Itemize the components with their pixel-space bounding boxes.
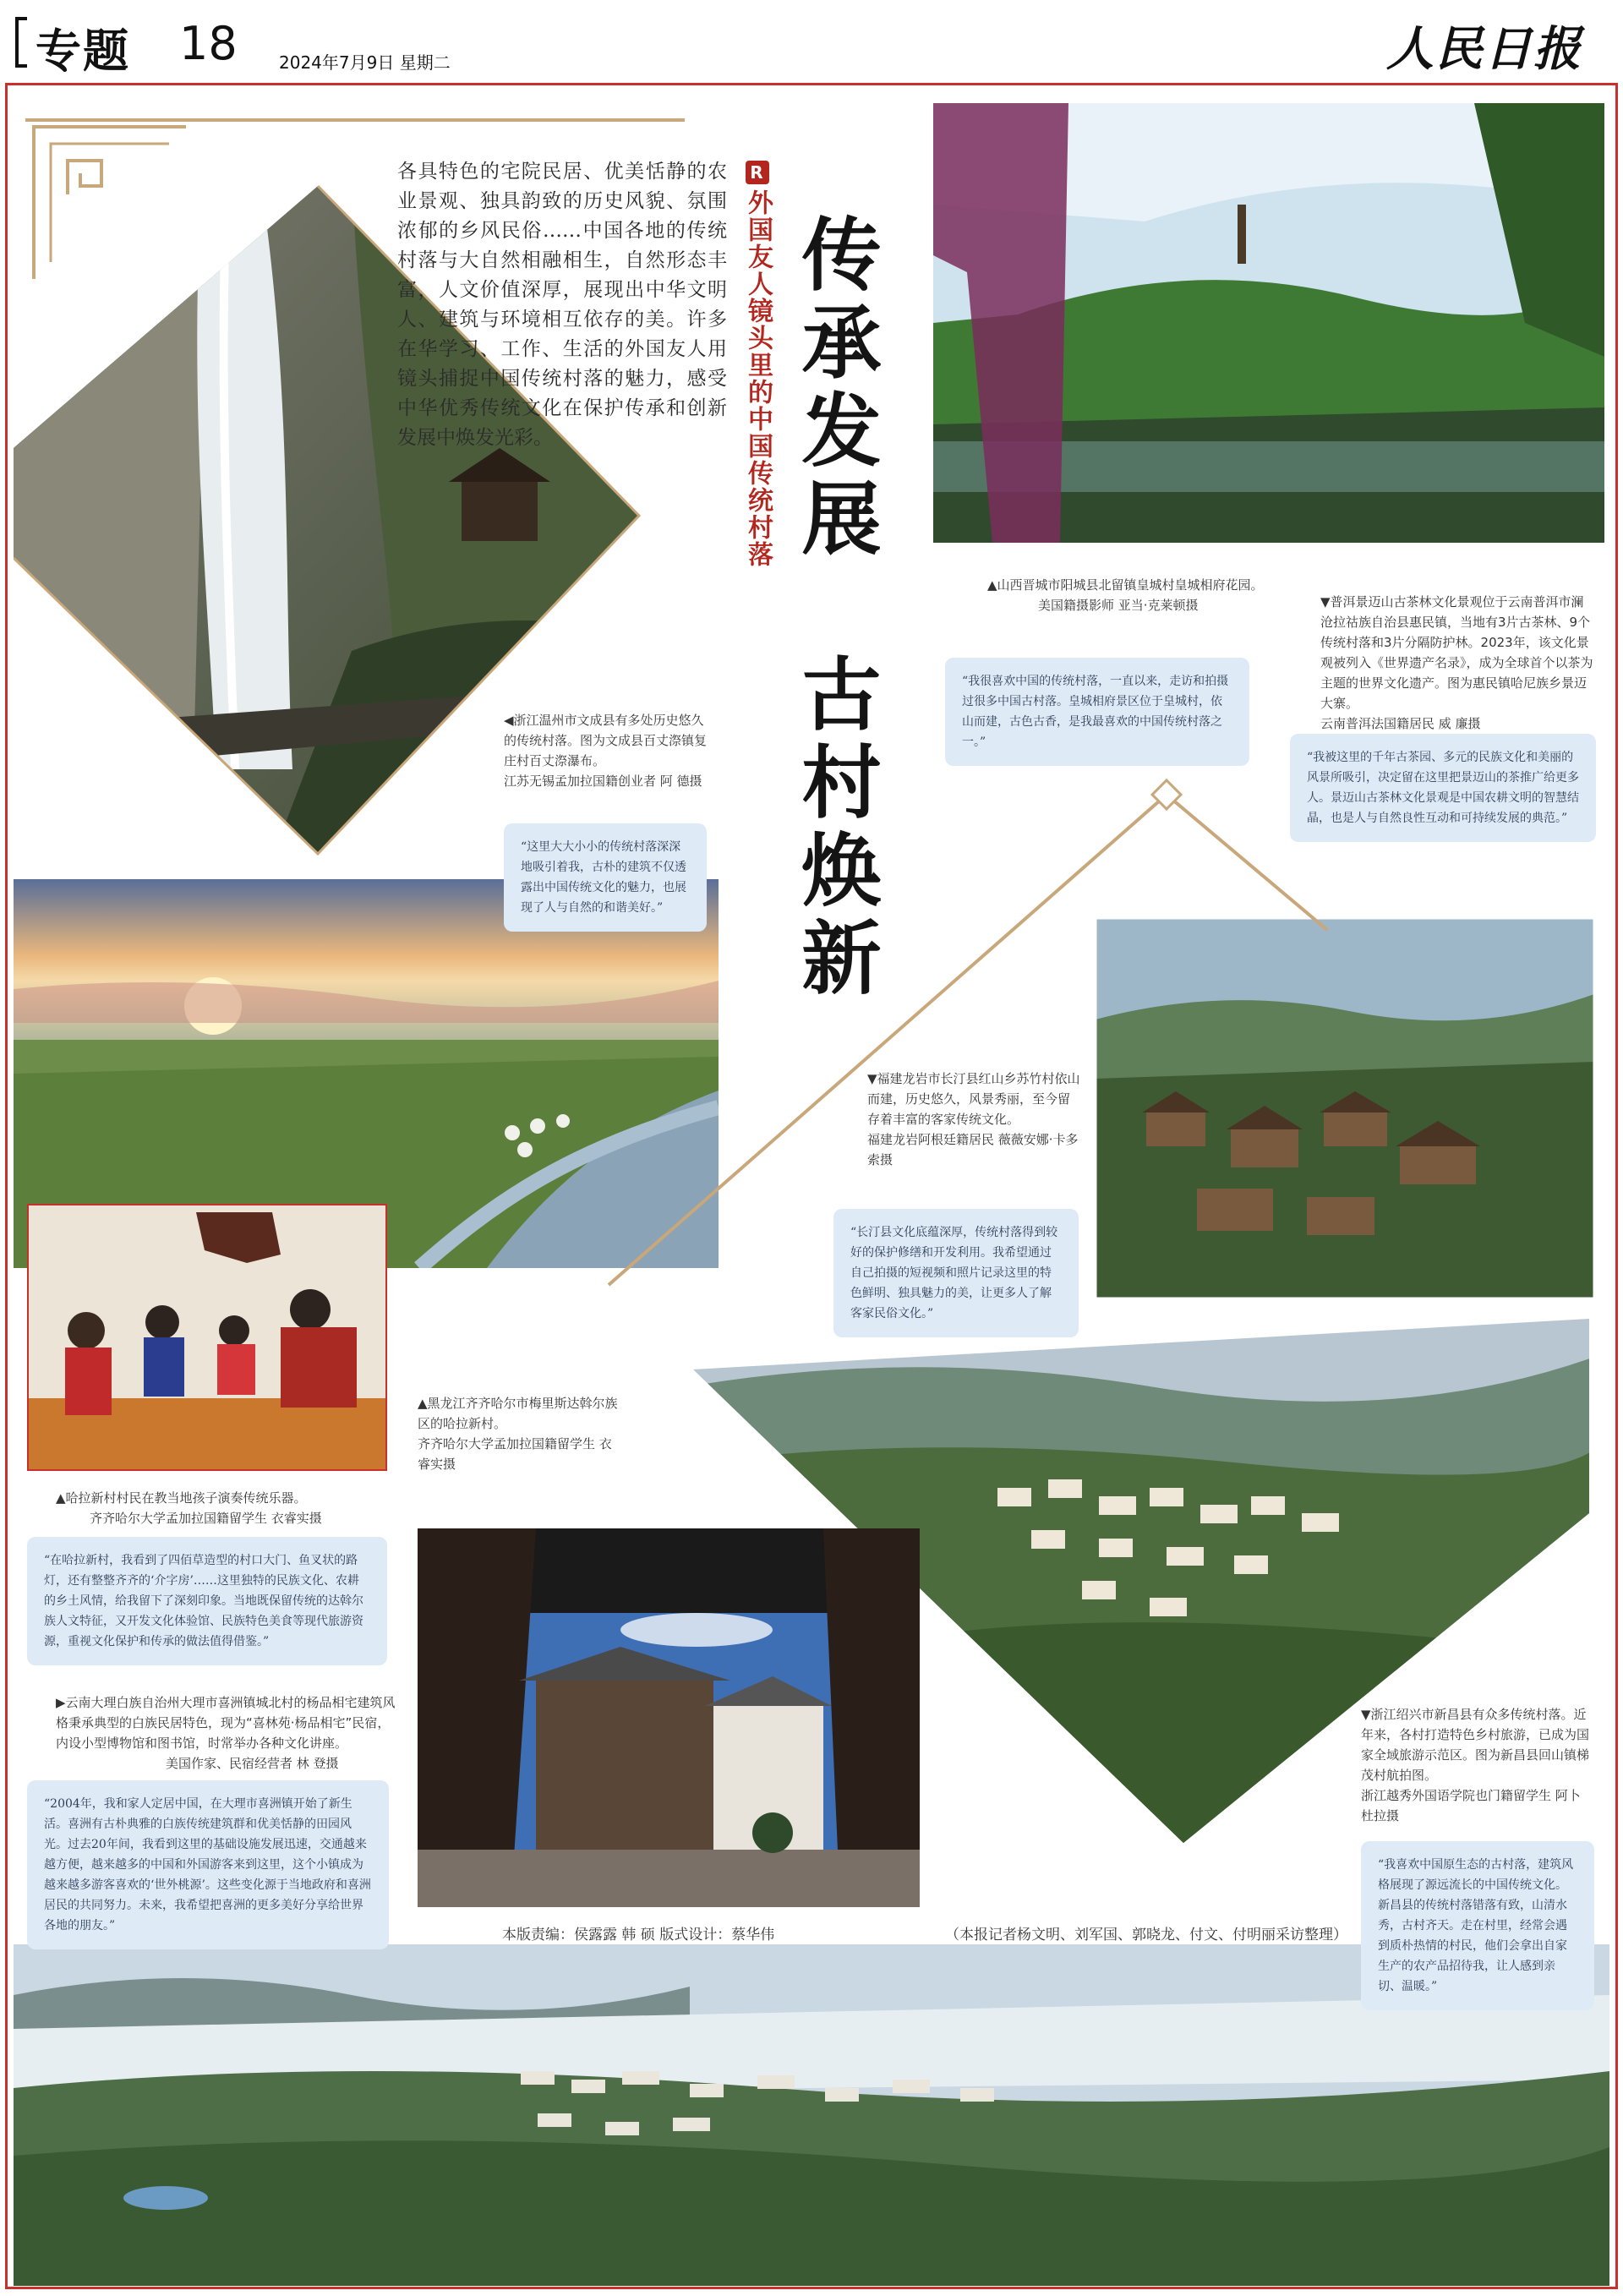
caption-text: ▼普洱景迈山古茶林文化景观位于云南普洱市澜沧拉祜族自治县惠民镇，当地有3片古茶林、9个传统村落和3片分隔防护林。2023年，该文化景观被列入《世界遗产名录》，成为全球首个以茶为主题的世界文化遗产。图为惠民镇哈尼族乡景迈大寨。: [1320, 594, 1593, 711]
garden-pavilion-photo: [933, 103, 1604, 543]
subtitle-text: 外国友人镜头里的中国传统村落: [743, 189, 773, 568]
newspaper-logo: 人民日报: [1386, 21, 1582, 77]
subtitle-mark: R: [746, 161, 769, 184]
caption-text: ▲山西晋城市阳城县北留镇皇城村皇城相府花园。: [987, 577, 1264, 593]
quote-wenzhou: “这里大大小小的传统村落深深地吸引着我，古朴的建筑不仅透露出中国传统文化的魅力，也展现了人与自然的和谐美好。”: [504, 823, 707, 932]
caption-wenzhou: [504, 710, 707, 791]
caption-credit: 齐齐哈尔大学孟加拉国籍留学生 衣睿实摄: [418, 1436, 612, 1472]
musicians-photo: [27, 1204, 387, 1471]
caption-shanxi: [987, 575, 1266, 615]
intro-paragraph: 各具特色的宅院民居、优美恬静的农业景观、独具韵致的历史风貌、氛围浓郁的乡风民俗……中国各地的传统村落与大自然相融相生，自然形态丰富，人文价值深厚，展现出中华文明人、建筑与环境相互依存的美。许多在华学习、工作、生活的外国友人用镜头捕捉中国传统村落的魅力，感受中华优秀传统文化在保护传承和创新发展中焕发光彩。: [397, 161, 727, 449]
quote-halaxin: “在哈拉新村，我看到了四佰草造型的村口大门、鱼叉状的路灯，还有整整齐齐的‘介字房’……这里独特的民族文化、农耕的乡土风情，给我留下了深刻印象。当地既保留传统的达斡尔族人文特征，又开发文化体验馆、民族特色美食等现代旅游资源，重视文化保护和传承的做法值得借鉴。”: [27, 1537, 387, 1665]
issue-date: 2024年7月9日 星期二: [279, 52, 451, 73]
quote-yunnan: “2004年，我和家人定居中国，在大理市喜洲镇开始了新生活。喜洲有古朴典雅的白族传统建筑群和优美恬静的田园风光。过去20年间，我看到这里的基础设施发展迅速，交通越来越方便，越来越多的中国和外国游客来到这里，这个小镇成为越来越多游客喜欢的‘世外桃源’。这些变化源于当地政府和喜洲居民的共同努力。未来，我希望把喜洲的更多美好分享给世界各地的朋友。”: [27, 1780, 389, 1949]
subtitle: [739, 161, 776, 617]
page-header: [0, 0, 1623, 81]
quote-puer: “我被这里的千年古茶园、多元的民族文化和美丽的风景所吸引，决定留在这里把景迈山的茶推广给更多人。景迈山古茶林文化景观是中国农耕文明的智慧结晶，也是人与自然良性互动和可持续发展的典范。”: [1290, 734, 1596, 842]
caption-credit: 江苏无锡孟加拉国籍创业者 阿 德摄: [504, 774, 702, 789]
caption-yunnan: [56, 1692, 397, 1774]
caption-credit: 浙江越秀外国语学院也门籍留学生 阿卜杜拉摄: [1361, 1788, 1581, 1823]
quote-fujian: “长汀县文化底蕴深厚，传统村落得到较好的保护修缮和开发利用。我希望通过自己拍摄的短视频和照片记录这里的特色鲜明、独具魅力的美，让更多人了解客家民俗文化。”: [833, 1209, 1079, 1337]
caption-fujian: [867, 1069, 1080, 1170]
caption-text: ▲哈拉新村村民在教当地孩子演奏传统乐器。: [56, 1490, 307, 1506]
caption-text: ▼福建龙岩市长汀县红山乡苏竹村依山而建，历史悠久，风景秀丽，至今留存着丰富的客家传统文化。: [867, 1071, 1080, 1127]
caption-credit: 福建龙岩阿根廷籍居民 薇薇安娜·卡多索摄: [867, 1132, 1079, 1167]
fret-line-top: [25, 118, 685, 122]
caption-credit: 云南普洱法国籍居民 威 廉摄: [1320, 716, 1481, 731]
caption-text: ▶云南大理白族自治州大理市喜洲镇城北村的杨品相宅建筑风格秉承典型的白族民居特色，现为“喜林苑·杨品相宅”民宿，内设小型博物馆和图书馆，时常举办各种文化讲座。: [56, 1695, 396, 1751]
main-title-line2: 古村焕新: [788, 653, 880, 1004]
caption-zhejiang: [1361, 1704, 1591, 1826]
reporters-note: （本报记者杨文明、刘军国、郭晓龙、付文、付明丽采访整理）: [945, 1927, 1347, 1943]
caption-puer: [1320, 592, 1594, 734]
caption-credit: 齐齐哈尔大学孟加拉国籍留学生 衣睿实摄: [90, 1511, 322, 1526]
editors-credit: 本版责编：侯露露 韩 硕 版式设计：蔡华伟: [502, 1927, 775, 1943]
section-name: 专题: [36, 25, 130, 78]
caption-heilongjiang: [418, 1393, 622, 1474]
caption-text: ▲黑龙江齐齐哈尔市梅里斯达斡尔族区的哈拉新村。: [418, 1396, 618, 1431]
caption-halaxin: [56, 1488, 394, 1528]
caption-text: ▼浙江绍兴市新昌县有众多传统村落。近年来，各村打造特色乡村旅游，已成为国家全域旅游示范区。图为新昌县回山镇梯茂村航拍图。: [1361, 1707, 1590, 1783]
quote-shanxi: “我很喜欢中国的传统村落，一直以来，走访和拍摄过很多中国古村落。皇城相府景区位于皇城村，依山而建，古色古香，是我最喜欢的中国传统村落之一。”: [945, 658, 1249, 766]
fret-ornament: [25, 118, 194, 287]
main-title-line1: 传承发展: [788, 213, 880, 565]
quote-zhejiang: “我喜欢中国原生态的古村落，建筑风格展现了源远流长的中国传统文化。新昌县的传统村落错落有致，山清水秀，古村齐天。走在村里，经常会遇到质朴热情的村民，他们会拿出自家生产的农产品招待我，让人感到亲切、温暖。”: [1361, 1841, 1594, 2010]
caption-text: ◀浙江温州市文成县有多处历史悠久的传统村落。图为文成县百丈漈镇复庄村百丈漈瀑布。: [504, 713, 708, 768]
page-number: 18: [179, 17, 238, 70]
caption-credit: 美国作家、民宿经营者 林 登摄: [166, 1756, 339, 1771]
caption-credit: 美国籍摄影师 亚当·克莱顿摄: [1038, 598, 1199, 613]
header-bracket: [15, 17, 27, 68]
courtyard-photo: [418, 1528, 920, 1907]
